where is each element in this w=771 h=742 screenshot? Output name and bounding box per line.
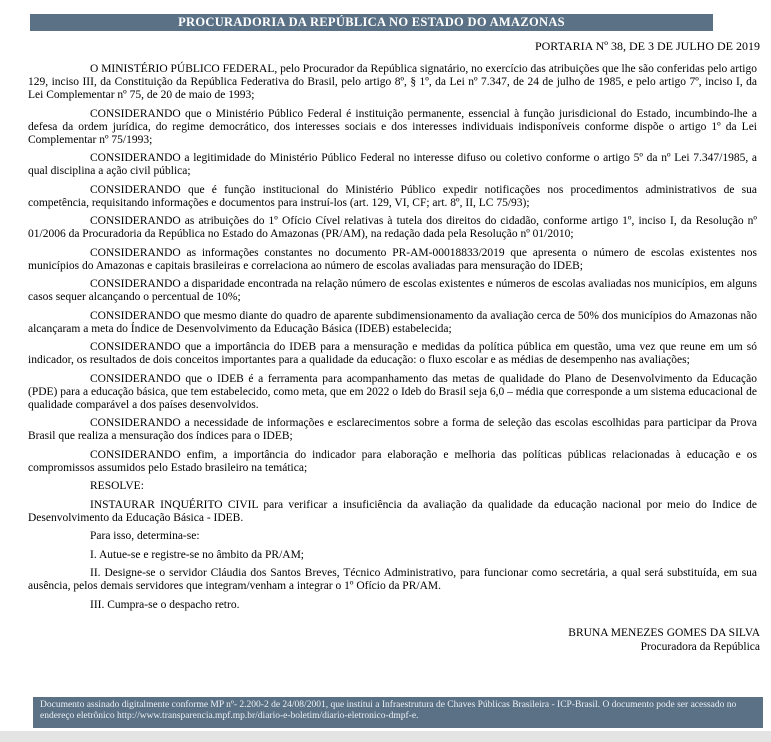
document-paragraph: CONSIDERANDO as atribuições do 1º Ofício Cível relativas à tutela dos direitos do cidadão, conforme artigo 1º, inciso I, da Resolução nº 01/2006 da Procuradoria da República no Estado do Amazonas (PR/AM), na redação dada pela Resolução nº 01/2010; [28,215,757,240]
header-bar [30,14,713,31]
document-paragraph: CONSIDERANDO a necessidade de informações e esclarecimentos sobre a forma de seleção das escolas escolhidas para participar da Prova Brasil que realiza a mensuração dos índices para o IDEB; [28,417,757,442]
portaria-number: PORTARIA Nº 38, DE 3 DE JULHO DE 2019 [534,39,760,53]
document-paragraph: II. Designe-se o servidor Cláudia dos Santos Breves, Técnico Administrativo, para funcionar como secretária, a qual será substituída, em sua ausência, pelos demais servidores que integram/venham a integrar o 1º Ofício da PR/AM. [28,567,757,592]
signature-block [568,627,760,654]
document-paragraph: III. Cumpra-se o despacho retro. [90,598,240,611]
document-paragraph: Para isso, determina-se: [90,530,200,542]
footer-bar [33,697,763,728]
signer-name: BRUNA MENEZES GOMES DA SILVA [568,627,760,639]
document-paragraph: CONSIDERANDO as informações constantes no documento PR-AM-00018833/2019 que apresenta o número de escolas existentes nos municípios do Amazonas e capitais brasileiras e correlaciona ao número de escolas avaliadas para mensuração do IDEB; [28,246,757,272]
document-paragraph: INSTAURAR INQUÉRITO CIVIL para verificar a insuficiência da avaliação da qualidade da educação nacional por meio do Indice de Desenvolvimento da Educação Básica - IDEB. [28,498,757,524]
document-paragraph: I. Autue-se e registre-se no âmbito da PR/AM; [90,548,304,561]
document-paragraph: CONSIDERANDO que mesmo diante do quadro de aparente subdimensionamento da avaliação cerca de 50% dos municípios do Amazonas não alcançaram a meta do Índice de Desenvolvimento da Educação Básica (IDEB) estabelecida; [28,309,757,335]
signer-role: Procuradora da República [640,640,760,653]
header-title: PROCURADORIA DA REPÚBLICA NO ESTADO DO AMAZONAS [178,15,565,29]
document-body [28,63,757,617]
document-paragraph: CONSIDERANDO enfim, a importância do indicador para elaboração e melhoria das políticas públicas relacionadas à educação e os compromissos assumidos pelo Estado brasileiro na temática; [28,448,757,474]
document-paragraph: O MINISTÉRIO PÚBLICO FEDERAL, pelo Procurador da República signatário, no exercício das atribuições que lhe são conferidas pelo artigo 129, inciso III, da Constituição da República Federativa do Brasil, pelo artigo 8º, § 1º, da Lei nº 7.347, de 24 de julho de 1985, e pelo artigo 7º, inciso I, da Lei Complementar nº 75, de 20 de maio de 1993; [28,63,757,101]
page-edge-strip [0,731,771,742]
document-paragraph: CONSIDERANDO que a importância do IDEB para a mensuração e medidas da política pública em questão, uma vez que reune em um só indicador, os resultados de dois conceitos importantes para a qualidade da educação: o fluxo escolar e as médias de desempenho nas avaliações; [28,341,757,366]
footer-text: Documento assinado digitalmente conforme MP nº- 2.200-2 de 24/08/2001, que institui a Infraestrutura de Chaves Públicas Brasileira - ICP-Brasil. O documento pode ser acessado no endereço eletrônico http://www.transparencia.mpf.mp.br/diario-e-boletim/diario-eletronico-dmpf-e. [40,700,737,721]
document-paragraph: CONSIDERANDO que é função institucional do Ministério Público expedir notificações nos procedimentos administrativos de sua competência, requisitando informações e documentos para instruí-los (art. 129, VI, CF; art. 8º, II, LC 75/93); [28,183,757,209]
document-paragraph: CONSIDERANDO a legitimidade do Ministério Público Federal no interesse difuso ou coletivo conforme o artigo 5º da nº Lei 7.347/1985, a qual disciplina a ação civil pública; [28,152,757,177]
document-paragraph: RESOLVE: [90,480,144,492]
document-paragraph: CONSIDERANDO que o Ministério Público Federal é instituição permanente, essencial à função jurisdicional do Estado, incumbindo-lhe a defesa da ordem jurídica, do regime democrático, dos interesses sociais e dos interesses individuais indisponíveis conforme dispõe o artigo 1º da Lei Complementar nº 75/1993; [28,107,757,146]
document-paragraph: CONSIDERANDO que o IDEB é a ferramenta para acompanhamento das metas de qualidade do Plano de Desenvolvimento da Educação (PDE) para a educação básica, que tem estabelecido, como meta, que em 2022 o Ideb do Brasil seja 6,0 – média que corresponde a um sistema educacional de qualidade comparável a dos países desenvolvidos. [28,372,757,411]
document-paragraph: CONSIDERANDO a disparidade encontrada na relação número de escolas existentes e números de escolas avaliadas nos municípios, em alguns casos sequer alcançando o percentual de 10%; [28,278,757,303]
